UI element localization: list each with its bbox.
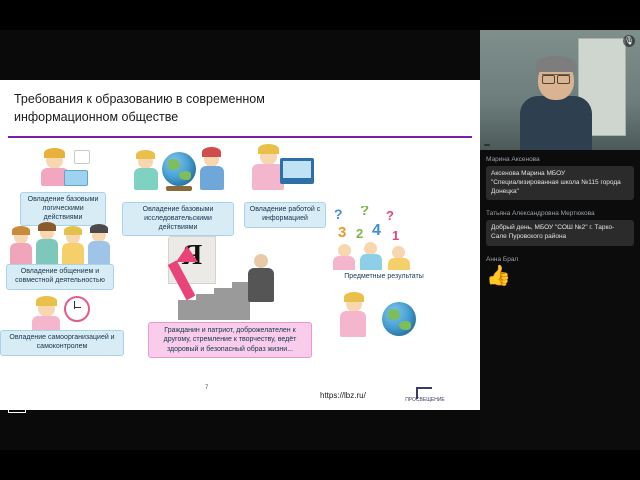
illustration-kid-clock <box>20 292 96 334</box>
chat-message <box>486 156 634 200</box>
slide-link[interactable]: https://lbz.ru/ <box>320 391 366 400</box>
illustration-numbers <box>330 206 422 270</box>
right-panel <box>480 30 640 450</box>
brand-logo-icon <box>8 395 26 413</box>
chat-message <box>486 210 634 246</box>
mic-icon[interactable]: 🎙 <box>623 36 635 45</box>
slide-title: Требования к образованию в современном информационном обществе <box>14 92 265 125</box>
callout-selforg: Овладение самоорганизацией и самоконтролем <box>0 330 124 356</box>
slide-page-number: 7 <box>205 385 209 391</box>
webcam-person-body <box>520 96 592 150</box>
illustration-stairs-search <box>168 236 302 322</box>
shared-slide[interactable] <box>0 80 480 410</box>
brand-watermark <box>8 370 91 438</box>
video-conference-stage <box>0 30 640 450</box>
slide-body <box>0 140 480 385</box>
webcam-person-glasses <box>542 74 570 83</box>
brand-logo-text: ПРОСВЕЩЕНИЕ <box>30 400 91 408</box>
chat-bubble: Аксенова Марина МБОУ "Специализированная школа №115 города Донецка" <box>486 166 634 200</box>
illustration-kid-laptop <box>246 142 318 198</box>
callout-communication: Овладение общением и совместной деятельностью <box>6 264 114 290</box>
chat-author: Марина Аксенова <box>486 156 540 163</box>
illustration-globe-kids <box>130 142 230 198</box>
callout-research: Овладение базовыми исследовательскими действиями <box>122 202 234 236</box>
slide-title-divider <box>8 136 472 138</box>
chat-emoji-thumbsup-icon: 👍 <box>486 264 511 287</box>
yandex-letter: Я <box>182 240 203 271</box>
question-mark-1: ? <box>334 206 343 222</box>
chat-author: Анна Брал <box>486 255 519 263</box>
illustration-kids-globe-bottom <box>336 288 436 344</box>
chat-message <box>486 256 634 286</box>
webcam-person-hair <box>536 56 576 72</box>
illustration-kids-group <box>8 220 116 268</box>
digit-4: 4 <box>372 222 381 239</box>
digit-2: 2 <box>356 226 364 241</box>
chat-bubble: Добрый день, МБОУ "СОШ №2" г. Тарко-Сале Пуровского района <box>486 220 634 246</box>
question-mark-2: ? <box>360 206 370 219</box>
webcam-tile[interactable] <box>480 30 640 150</box>
callout-logical: Овладение базовыми логическими действиями <box>20 192 106 226</box>
webcam-name-label <box>484 144 490 146</box>
question-mark-3: ? <box>386 208 394 223</box>
digit-1: 1 <box>392 228 400 243</box>
digit-3: 3 <box>338 224 347 241</box>
illustration-kid-reading <box>30 144 92 188</box>
callout-citizen: Гражданин и патриот, доброжелателен к другому, стремление к творчеству, ведёт здоровый и безопасный образ жизни... <box>148 322 312 358</box>
chat-author: Татьяна Александровна Мертюкова <box>486 210 595 218</box>
callout-subject-results: Предметные результаты <box>338 270 430 285</box>
callout-information: Овладение работой с информацией <box>244 202 326 228</box>
publisher-logo: ПРОСВЕЩЕНИЕ <box>405 397 445 403</box>
chat-panel[interactable] <box>480 150 640 450</box>
